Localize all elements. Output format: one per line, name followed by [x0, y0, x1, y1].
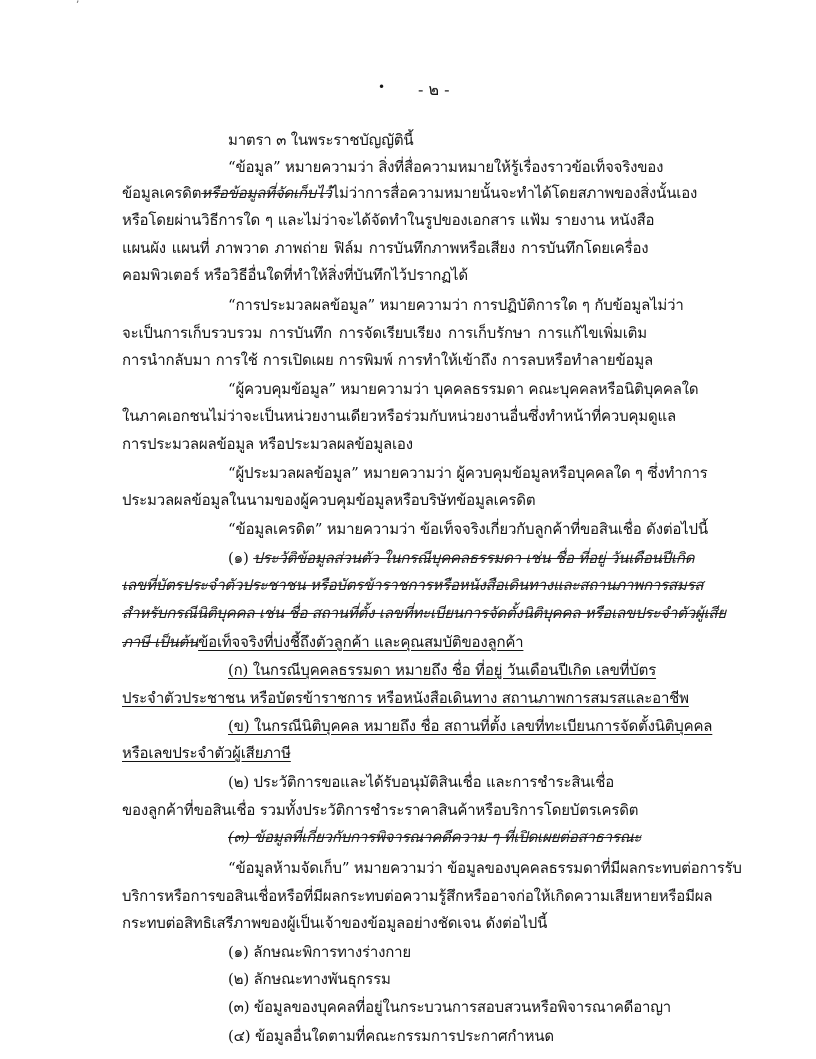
text-segment: “ข้อมูลเครดิต” หมายความว่า ข้อเท็จจริงเกี่ยวกับลูกค้าที่ขอสินเชื่อ ดังต่อไปนี้ [228, 520, 708, 538]
text-segment: “ข้อมูลห้ามจัดเก็บ” หมายความว่า ข้อมูลของบุคคลธรรมดาที่มีผลกระทบต่อการรับ [228, 859, 742, 877]
text-line [228, 772, 614, 792]
text-line [228, 548, 694, 568]
text-segment: ข้อมูลเครดิต [122, 184, 202, 202]
text-segment: “ผู้ควบคุมข้อมูล” หมายความว่า บุคคลธรรมดา คณะบุคคลหรือนิติบุคคลใด [228, 380, 699, 398]
deleted-text: สำหรับกรณีนิติบุคคล เช่น ชื่อ สถานที่ตั้ง เลขที่ทะเบียนการจัดตั้งนิติบุคคล หรือเลขประจำตัวผู้เสีย [122, 604, 726, 622]
deleted-text: เลขที่บัตรประจำตัวประชาชน หรือบัตรข้าราชการหรือหนังสือเดินทางและสถานภาพการสมรส [122, 576, 704, 594]
deleted-text: หรือข้อมูลที่จัดเก็บไว้ [201, 184, 332, 202]
text-line [228, 716, 712, 736]
text-segment: การนำกลับมา การใช้ การเปิดเผย การพิมพ์ การทำให้เข้าถึง การลบหรือทำลายข้อมูล [122, 351, 654, 369]
text-line [228, 1026, 554, 1046]
text-segment: ไม่ว่าการสื่อความหมายนั้นจะทำได้โดยสภาพของสิ่งนั้นเอง [331, 184, 698, 202]
text-line [228, 519, 708, 539]
page-number: - ๒ - [418, 80, 450, 99]
deleted-text: ประวัติข้อมูลส่วนตัว ในกรณีบุคคลธรรมดา เช่น ชื่อ ที่อยู่ วันเดือนปีเกิด [253, 549, 695, 567]
text-segment: จะเป็นการเก็บรวบรวม การบันทึก การจัดเรียบเรียง การเก็บรักษา การแก้ไขเพิ่มเติม [122, 324, 647, 342]
text-segment: ประมวลผลข้อมูลในนามของผู้ควบคุมข้อมูลหรือบริษัทข้อมูลเครดิต [122, 491, 536, 509]
text-line [122, 323, 647, 343]
text-segment: “ผู้ประมวลผลข้อมูล” หมายความว่า ผู้ควบคุมข้อมูลหรือบุคคลใด ๆ ซึ่งทำการ [228, 464, 708, 482]
inserted-text: หรือเลขประจำตัวผู้เสียภาษี [122, 744, 291, 762]
text-segment: (๑) [228, 549, 254, 567]
inserted-text: ข้อเท็จจริงที่บ่งชี้ถึงตัวลูกค้า และคุณสมบัติของลูกค้า [198, 633, 524, 651]
inserted-text: (ข) ในกรณีนิติบุคคล หมายถึง ชื่อ สถานที่ตั้ง เลขที่ทะเบียนการจัดตั้งนิติบุคคล [228, 717, 713, 735]
text-line [122, 210, 654, 230]
scan-mark: ’ [76, 0, 80, 11]
inserted-text: (ก) ในกรณีบุคคลธรรมดา หมายถึง ชื่อ ที่อยู่ วันเดือนปีเกิด เลขที่บัตร [228, 661, 657, 679]
text-line [228, 969, 391, 989]
text-line [122, 743, 291, 763]
text-segment: การประมวลผลข้อมูล หรือประมวลผลข้อมูลเอง [122, 435, 413, 453]
text-line [122, 632, 523, 652]
text-line [228, 157, 663, 177]
text-line [228, 942, 411, 962]
text-segment: (๒) ประวัติการขอและได้รับอนุมัติสินเชื่อ และการชำระสินเชื่อ [228, 773, 615, 791]
text-line [122, 434, 413, 454]
text-segment: “การประมวลผลข้อมูล” หมายความว่า การปฏิบัติการใด ๆ กับข้อมูลไม่ว่า [228, 296, 684, 314]
text-line [228, 379, 698, 399]
text-line [122, 575, 703, 595]
text-line [122, 350, 653, 370]
text-line [122, 603, 726, 623]
text-line [122, 238, 648, 258]
text-segment: คอมพิวเตอร์ หรือวิธีอื่นใดที่ทำให้สิ่งที่บันทึกไว้ปรากฏได้ [122, 266, 468, 284]
text-line [122, 800, 638, 820]
text-segment: ของลูกค้าที่ขอสินเชื่อ รวมทั้งประวัติการชำระราคาสินค้าหรือบริการโดยบัตรเครดิต [122, 801, 639, 819]
scan-dot: • [378, 80, 386, 94]
text-line [122, 688, 689, 708]
text-line [228, 997, 671, 1017]
text-line [228, 827, 641, 847]
text-line [228, 660, 656, 680]
text-line [228, 130, 413, 150]
text-line [122, 183, 697, 203]
deleted-text: (๓) ข้อมูลที่เกี่ยวกับการพิจารณาคดีความ ๆ ที่เปิดเผยต่อสาธารณะ [228, 828, 642, 846]
text-segment: บริการหรือการขอสินเชื่อหรือที่มีผลกระทบต่อความรู้สึกหรืออาจก่อให้เกิดความเสียหายหรือมีผล [122, 887, 713, 905]
text-segment: กระทบต่อสิทธิเสรีภาพของผู้เป็นเจ้าของข้อมูลอย่างชัดเจน ดังต่อไปนี้ [122, 914, 548, 932]
text-segment: (๓) ข้อมูลของบุคคลที่อยู่ในกระบวนการสอบสวนหรือพิจารณาคดีอาญา [228, 998, 672, 1016]
text-segment: (๑) ลักษณะพิการทางร่างกาย [228, 943, 411, 961]
text-line [228, 858, 742, 878]
inserted-text: ประจำตัวประชาชน หรือบัตรข้าราชการ หรือหนังสือเดินทาง สถานภาพการสมรสและอาชีพ [122, 689, 689, 707]
text-segment: (๔) ข้อมูลอื่นใดตามที่คณะกรรมการประกาศกำหนด [228, 1027, 554, 1045]
text-line [122, 886, 712, 906]
text-segment: ในภาคเอกชนไม่ว่าจะเป็นหน่วยงานเดียวหรือร่วมกับหน่วยงานอื่นซึ่งทำหน้าที่ควบคุมดูแล [122, 407, 676, 425]
deleted-text: ภาษี เป็นต้น [122, 633, 199, 651]
text-segment: มาตรา ๓ ในพระราชบัญญัตินี้ [228, 131, 414, 149]
text-line [122, 490, 535, 510]
text-segment: (๒) ลักษณะทางพันธุกรรม [228, 970, 391, 988]
text-segment: หรือโดยผ่านวิธีการใด ๆ และไม่ว่าจะได้จัดทำในรูปของเอกสาร แฟ้ม รายงาน หนังสือ [122, 211, 655, 229]
text-segment: แผนผัง แผนที่ ภาพวาด ภาพถ่าย ฟิล์ม การบันทึกภาพหรือเสียง การบันทึกโดยเครื่อง [122, 239, 649, 257]
text-segment: “ข้อมูล” หมายความว่า สิ่งที่สื่อความหมายให้รู้เรื่องราวข้อเท็จจริงของ [228, 158, 664, 176]
text-line [122, 913, 547, 933]
text-line [228, 463, 708, 483]
text-line [122, 265, 468, 285]
text-line [122, 406, 676, 426]
text-line [228, 295, 684, 315]
